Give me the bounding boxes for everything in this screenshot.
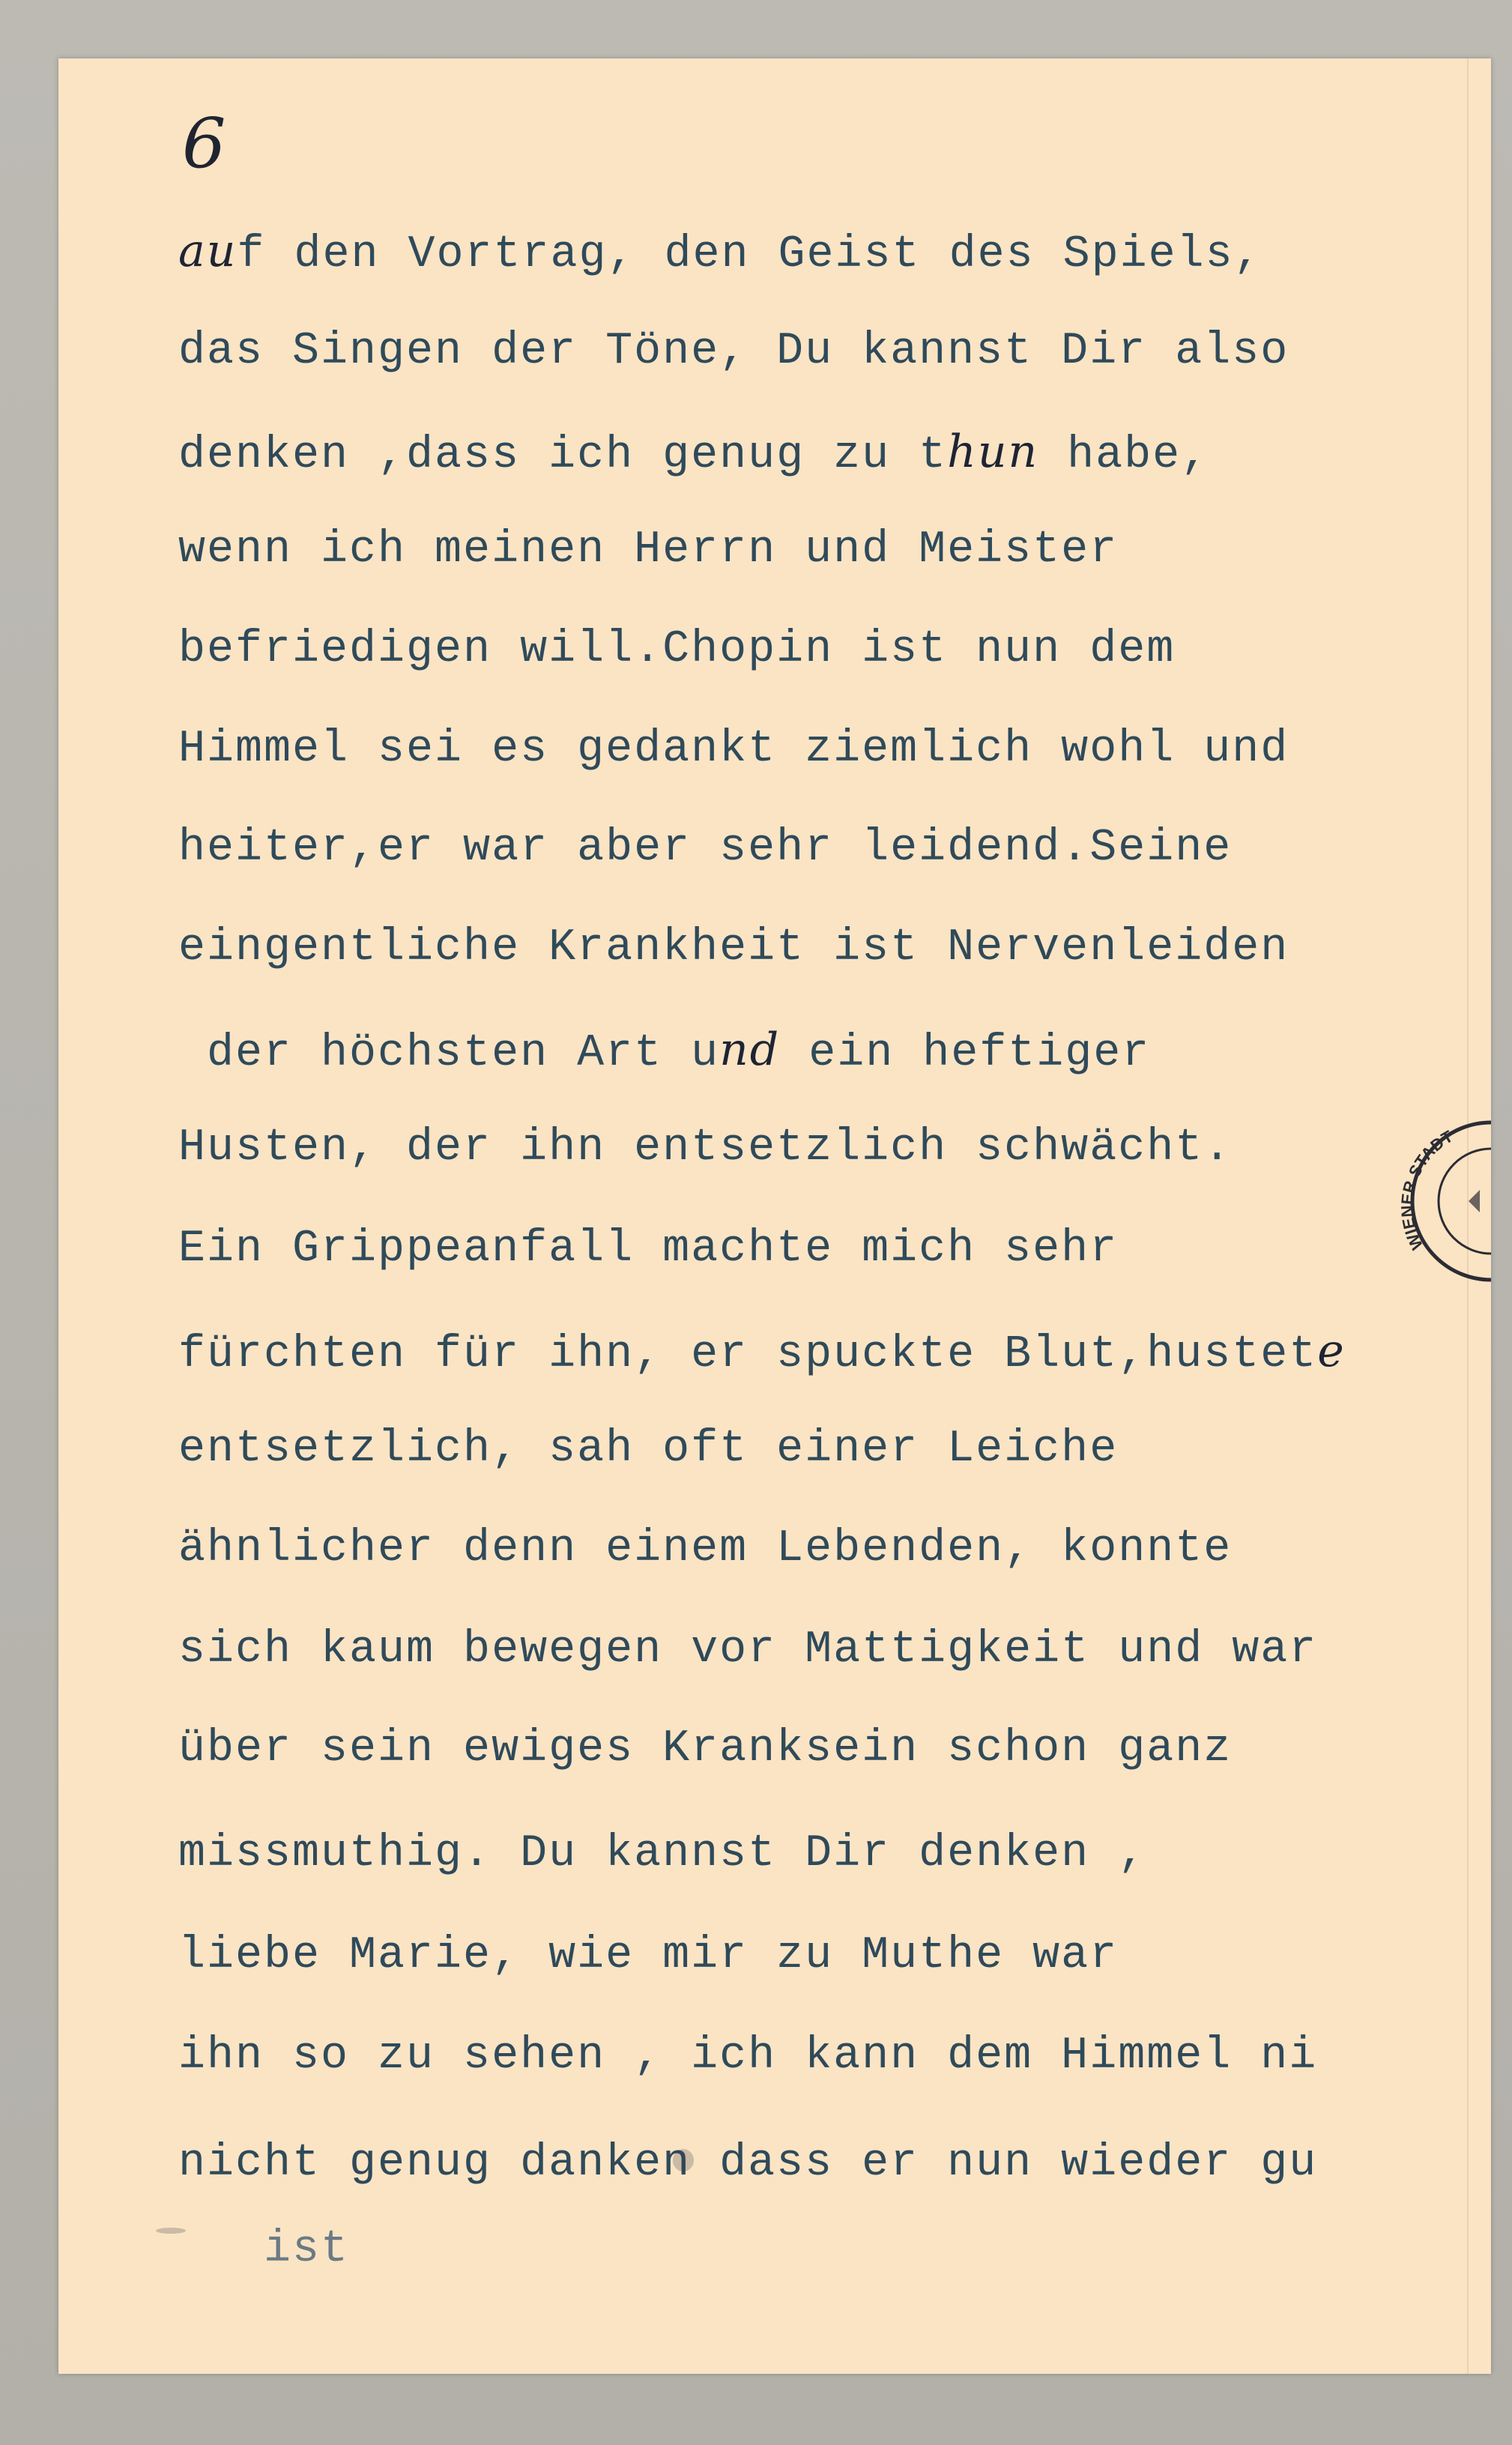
ink-smudge	[673, 2149, 694, 2172]
text-line-11: Ein Grippeanfall machte mich sehr	[178, 1224, 1119, 1275]
text-line-7: heiter,er war aber sehr leidend.Seine	[178, 823, 1233, 874]
text-line-1: auf den Vortrag, den Geist des Spiels,	[178, 225, 1262, 280]
stamp-seal-icon	[1394, 1119, 1491, 1284]
text-line-6: Himmel sei es gedankt ziemlich wohl und	[178, 724, 1289, 775]
text-line-4: wenn ich meinen Herrn und Meister	[178, 525, 1119, 575]
letter-page	[58, 58, 1491, 2374]
text-line-19: ihn so zu sehen , ich kann dem Himmel ni	[178, 2031, 1318, 2082]
text-line-16: über sein ewiges Kranksein schon ganz	[178, 1723, 1233, 1774]
text-line-21-faded: ist	[178, 2224, 350, 2275]
text-line-3: denken ,dass ich genug zu thun habe,	[178, 426, 1210, 481]
svg-text:WIENER STADT	[1397, 1126, 1457, 1252]
text-line-15: sich kaum bewegen vor Mattigkeit und war	[178, 1625, 1318, 1675]
text-line-14: ähnlicher denn einem Lebenden, konnte	[178, 1523, 1233, 1574]
text-line-9: der höchsten Art und ein heftiger	[178, 1024, 1151, 1079]
text-line-13: entsetzlich, sah oft einer Leiche	[178, 1424, 1119, 1475]
library-stamp	[1394, 1119, 1491, 1284]
text-line-8: eingentliche Krankheit ist Nervenleiden	[178, 922, 1289, 973]
text-line-2: das Singen der Töne, Du kannst Dir also	[178, 326, 1289, 377]
handwritten-correction: e	[1317, 1325, 1346, 1377]
handwritten-page-number: 6	[182, 103, 226, 184]
handwritten-correction: au	[178, 225, 238, 277]
text-line-10: Husten, der ihn entsetzlich schwächt.	[178, 1122, 1233, 1173]
text-line-20: nicht genug danken dass er nun wieder gu	[178, 2138, 1318, 2189]
text-line-5: befriedigen will.Chopin ist nun dem	[178, 624, 1176, 675]
stamp-text: WIENER STADT	[1397, 1126, 1457, 1253]
handwritten-correction: nd	[719, 1024, 781, 1076]
text-line-17: missmuthig. Du kannst Dir denken ,	[178, 1828, 1147, 1879]
ink-smudge	[156, 2228, 186, 2234]
text-line-18: liebe Marie, wie mir zu Muthe war	[178, 1930, 1119, 1981]
text-line-12: fürchten für ihn, er spuckte Blut,hustete	[178, 1325, 1346, 1380]
handwritten-correction: hun	[947, 426, 1039, 478]
